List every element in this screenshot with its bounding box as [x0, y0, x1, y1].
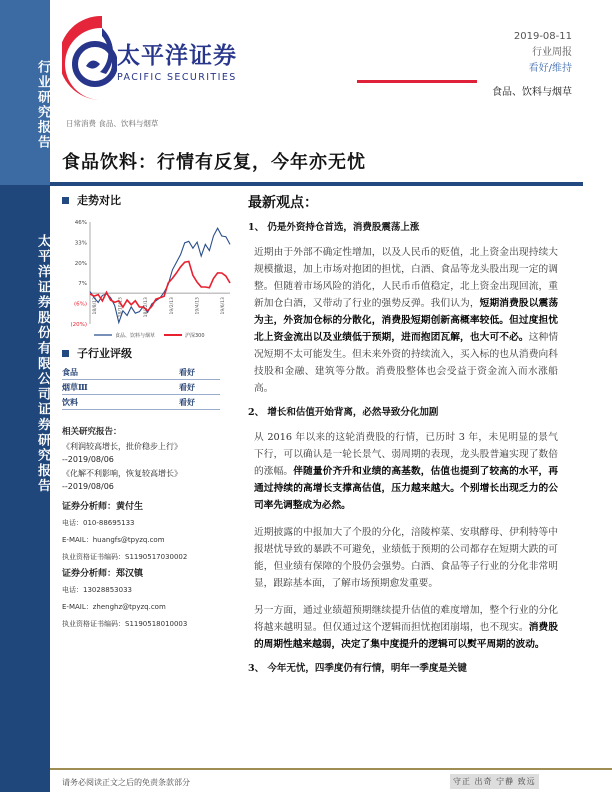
subindustry-name: 烟草Ⅲ	[62, 382, 88, 392]
analyst-email[interactable]: E-MAIL：huangfs@tpyzq.com	[62, 535, 165, 544]
analyst-1	[62, 499, 237, 566]
x-tick-label: 18/10/13	[118, 297, 124, 318]
title-divider	[50, 182, 583, 186]
sector-label: 食品、饮料与烟草	[492, 87, 572, 98]
subindustry-name: 食品	[62, 367, 78, 377]
analyst-cert: 执业资格证书编码：S1190517030002	[62, 552, 188, 561]
text: 另一方面，通过业绩超预期继续提升估值的难度增加，整个行业的分化将越来越明显。但仅通过这个逻辑而担忧抱团崩塌，也不现实。	[254, 605, 558, 633]
emphasis-text: 短期消费股以震荡为主，外资加仓标的分散化，消费股短期创新高概率较低。但过度担忧北上资金流出以及业绩低于预期，进而抱团瓦解，也大可不必。	[254, 298, 559, 343]
x-tick-label: 18/12/13	[144, 297, 150, 318]
y-tick-label: 46%	[74, 220, 87, 226]
y-tick-label: 7%	[78, 281, 87, 288]
sidebar-report-label: 行业研究报告	[35, 60, 50, 150]
main-content	[248, 195, 558, 685]
table-row	[62, 380, 220, 395]
subindustry-rating: 看好	[179, 382, 195, 392]
sidebar-company-label: 太平洋证券股份有限公司证券研究报告	[35, 234, 50, 495]
legend-label: 食品、饮料与烟草	[115, 333, 156, 339]
left-column	[62, 192, 237, 633]
company-motto: 守正 出奇 宁静 致远	[450, 774, 539, 789]
subindustry-rating: 看好	[179, 367, 195, 377]
related-heading: 相关研究报告：	[62, 427, 122, 437]
section-heading: 1、 仍是外资持仓首选，消费股震荡上涨	[248, 222, 420, 233]
industry-rating: 看好/维持	[528, 63, 572, 74]
analyst-2	[62, 566, 237, 633]
trend-chart	[62, 214, 237, 339]
header-divider	[357, 80, 477, 83]
logo-name-cn: 太平洋证券	[117, 43, 237, 69]
analyst-phone: 电话：13028853033	[62, 585, 132, 594]
paragraph: 近期披露的中报加大了个股的分化，涪陵榨菜、安琪酵母、伊利特等中报堪忧导致的暴跌不可避免，业绩低于预期的公司都存在短期大跌的可能，但业绩有保障的个股仍会强势。白酒、食品等子行业的分化非常明显，跟踪基本面，了解市场预期愈发重要。	[254, 527, 558, 589]
related-report-link[interactable]: 《化解不利影响，恢复较高增长》	[62, 468, 182, 478]
paragraph	[254, 602, 558, 653]
analyst-cert: 执业资格证书编码：S1190518010003	[62, 619, 188, 628]
analyst-name: 证券分析师：郑汉镇	[62, 568, 144, 579]
text: 从 2016 年以来的这轮消费股的行情，已历时 3 年，未见明显的景气下行，可以确认是一轮长景气、弱周期的表现，龙头股普遍实现了数倍的涨幅。	[254, 432, 558, 477]
section-heading: 2、 增长和估值开始背离，必然导致分化加剧	[248, 407, 439, 418]
logo-name-en: PACIFIC SECURITIES	[117, 72, 237, 83]
disclaimer: 请务必阅读正文之后的免责条款部分	[62, 778, 190, 787]
subindustry-name: 饮料	[62, 397, 78, 407]
breadcrumb: 日常消费 食品、饮料与烟草	[66, 119, 159, 128]
analyst-email[interactable]: E-MAIL：zhenghz@tpyzq.com	[62, 602, 166, 611]
trend-heading	[62, 192, 237, 208]
report-type: 行业周报	[532, 47, 572, 58]
bullet-square-icon	[62, 197, 69, 204]
section-heading: 3、 今年无忧，四季度仍有行情，明年一季度是关键	[248, 663, 467, 674]
x-tick-label: 19/4/13	[195, 297, 201, 315]
subindustry-rating-table	[62, 365, 220, 410]
x-tick-label: 18/8/13	[93, 297, 98, 315]
subindustry-heading-text: 子行业评级	[77, 347, 132, 360]
y-tick-label: (20%)	[70, 322, 87, 328]
series-line	[90, 261, 230, 310]
x-tick-label: 19/6/13	[221, 297, 226, 315]
x-tick-label: 19/2/13	[169, 297, 175, 315]
emphasis-text: 伴随量价齐升和业绩的高基数，估值也提到了较高的水平，再通过持续的高增长支撑高估值，压力越来越大。个别增长出现乏力的公司率先调整成为必然。	[254, 466, 559, 511]
table-row	[62, 365, 220, 380]
related-report-link[interactable]: 《利润较高增长，批价稳步上行》	[62, 441, 182, 451]
page-title: 食品饮料：行情有反复，今年亦无忧	[62, 152, 366, 173]
subindustry-rating: 看好	[179, 397, 195, 407]
trend-heading-text: 走势对比	[77, 194, 121, 207]
footer-divider	[50, 768, 612, 770]
y-tick-label: 33%	[74, 240, 87, 247]
analyst-name: 证券分析师：黄付生	[62, 501, 144, 512]
emphasis-text: 消费股的周期性越来越弱，决定了集中度提升的逻辑可以熨平周期的波动。	[254, 622, 559, 650]
latest-views-heading: 最新观点：	[248, 195, 318, 211]
text: 这种情况短期不太可能发生。但未来外资的持续流入，买入标的也从消费向科技股和金融、建筑等分散。消费股整体也会受益于资金流入而水涨船高。	[254, 332, 559, 394]
report-date: 2019-08-11	[513, 31, 572, 42]
related-report-date: --2019/08/06	[62, 482, 114, 491]
table-row	[62, 395, 220, 410]
related-report-date: --2019/08/06	[62, 455, 114, 464]
series-line	[90, 228, 230, 322]
y-tick-label: 20%	[74, 260, 87, 267]
related-reports	[62, 426, 237, 494]
legend-label: 沪深300	[185, 333, 205, 339]
analyst-phone: 电话：010-88695133	[62, 518, 135, 527]
y-tick-label: (6%)	[73, 301, 87, 308]
subindustry-heading	[62, 345, 237, 361]
paragraph	[254, 244, 558, 397]
bullet-square-icon	[62, 350, 69, 357]
company-logo-icon	[62, 14, 117, 104]
text: 近期由于外部不确定性增加，以及人民币的贬值，北上资金出现持续大规模撤退，加上市场对抱团的担忧，白酒、食品等龙头股出现一定的调整。但随着市场风险的消化，人民币币值稳定，北上资金出现回流，重新加仓白酒，又带动了行业的强势反弹。我们认为，	[254, 247, 558, 309]
paragraph	[254, 429, 558, 514]
